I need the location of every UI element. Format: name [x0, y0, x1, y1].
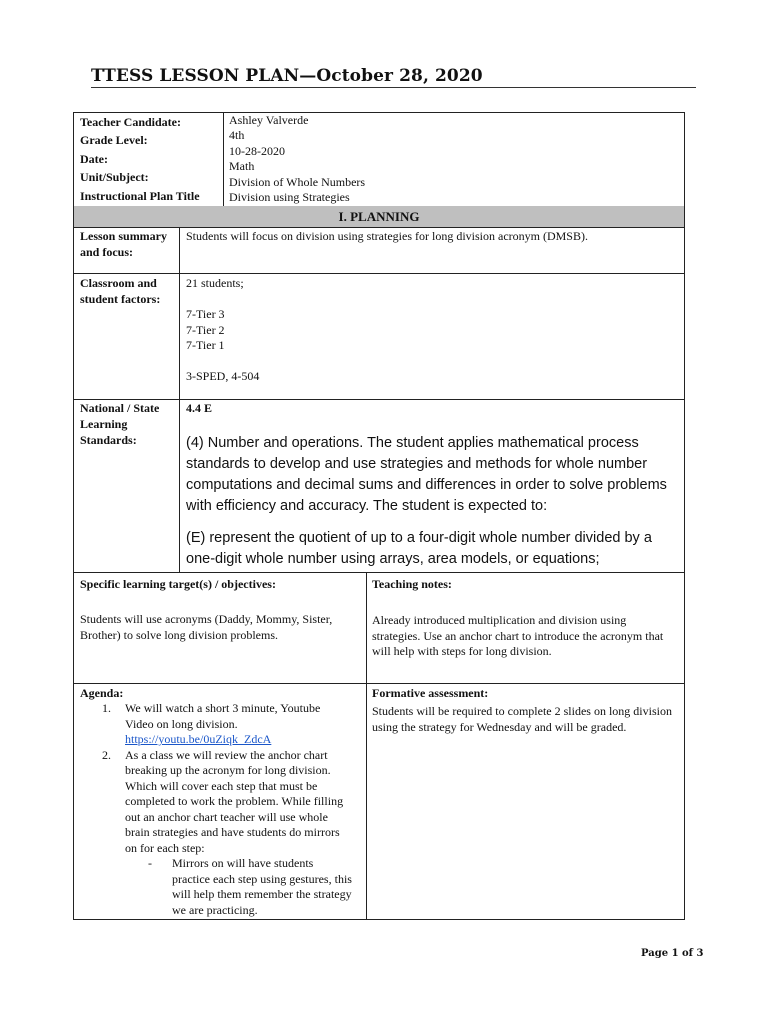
planning-section-header [74, 206, 684, 227]
tier-2: 7-Tier 2 [186, 322, 225, 337]
youtube-video-link[interactable]: https://youtu.be/0uZiqk_ZdcA [125, 732, 272, 746]
objectives-label: Specific learning target(s) / objectives: [80, 577, 276, 591]
student-count: 21 students; [186, 276, 244, 290]
lesson-summary-text: Students will focus on division using strategies for long division acronym (DMSB). [186, 229, 588, 243]
standard-paragraph-2: (E) represent the quotient of up to a four-digit whole number divided by a one-digit whole number using arrays, area models, or equations; [186, 530, 652, 567]
header-values [229, 113, 679, 205]
standards-content [186, 400, 680, 571]
standard-paragraph-1: (4) Number and operations. The student applies mathematical process standards to develop and use strategies and methods for whole number computations and decimal sums and differences in order to solve problems with efficiency and accuracy. The student is expected to: [186, 435, 667, 514]
agenda-label: Agenda: [80, 686, 124, 700]
agenda-item-text: We will watch a short 3 minute, Youtube Video on long division. [125, 701, 321, 731]
agenda-item [80, 748, 364, 857]
value-grade-level: 4th [229, 128, 245, 143]
classroom-label: Classroom and student factors: [80, 276, 161, 306]
tier-1: 7-Tier 1 [186, 338, 225, 352]
sub-bullet: - [148, 856, 152, 870]
teaching-notes-label: Teaching notes: [372, 577, 452, 591]
tier-3: 7-Tier 3 [186, 307, 225, 321]
value-teacher-candidate: Ashley Valverde [229, 113, 309, 127]
sped-504: 3-SPED, 4-504 [186, 369, 260, 383]
title-underline [91, 87, 696, 88]
formative-assessment-label: Formative assessment: [372, 686, 489, 700]
document-title: TTESS LESSON PLAN—October 28, 2020 [91, 66, 483, 86]
label-date: Date: [80, 151, 108, 166]
agenda-item [80, 701, 364, 748]
classroom-factors [186, 276, 681, 385]
value-unit: Division of Whole Numbers [229, 174, 366, 189]
agenda-sub-item [80, 856, 364, 918]
row-line [73, 683, 685, 684]
label-unit-subject: Unit/Subject: [80, 170, 149, 185]
row-line [73, 572, 685, 573]
label-plan-title: Instructional Plan Title [80, 188, 200, 203]
planning-section-title: I. PLANNING [338, 209, 420, 224]
objectives-text: Students will use acronyms (Daddy, Mommy, Sister, Brother) to solve long division problems. [80, 612, 333, 642]
agenda-item-number: 1. [102, 701, 111, 715]
center-divider [366, 572, 367, 920]
agenda-sub-text: Mirrors on will have students practice each step using gestures, this will help them remember the strategy we are practicing. [172, 856, 352, 917]
standard-code: 4.4 E [186, 401, 213, 415]
header-divider [223, 112, 224, 206]
teaching-notes-text: Already introduced multiplication and division using strategies. Use an anchor chart to introduce the acronym that will help with steps for long division. [372, 613, 664, 658]
value-plan-title: Division using Strategies [229, 190, 350, 205]
value-subject: Math [229, 159, 255, 174]
agenda-item-text: As a class we will review the anchor chart breaking up the acronym for long division. Which will cover each step that must be completed to work the problem. While filling out an anchor chart teacher will use whole brain strategies and have students do mirrors on for each step: [125, 747, 344, 855]
page-number: Page 1 of 3 [641, 948, 704, 959]
formative-assessment-text: Students will be required to complete 2 slides on long division using the strategy for Wednesday and will be graded. [372, 704, 672, 734]
row-line [73, 273, 685, 274]
value-date: 10-28-2020 [229, 143, 285, 158]
lesson-summary-label: Lesson summary and focus: [80, 229, 168, 259]
standards-label: National / State Learning Standards: [80, 401, 160, 447]
header-labels [80, 113, 222, 205]
agenda-item-number: 2. [102, 747, 111, 762]
label-teacher-candidate: Teacher Candidate: [80, 115, 182, 129]
label-grade-level: Grade Level: [80, 133, 148, 148]
agenda-list [80, 701, 364, 918]
